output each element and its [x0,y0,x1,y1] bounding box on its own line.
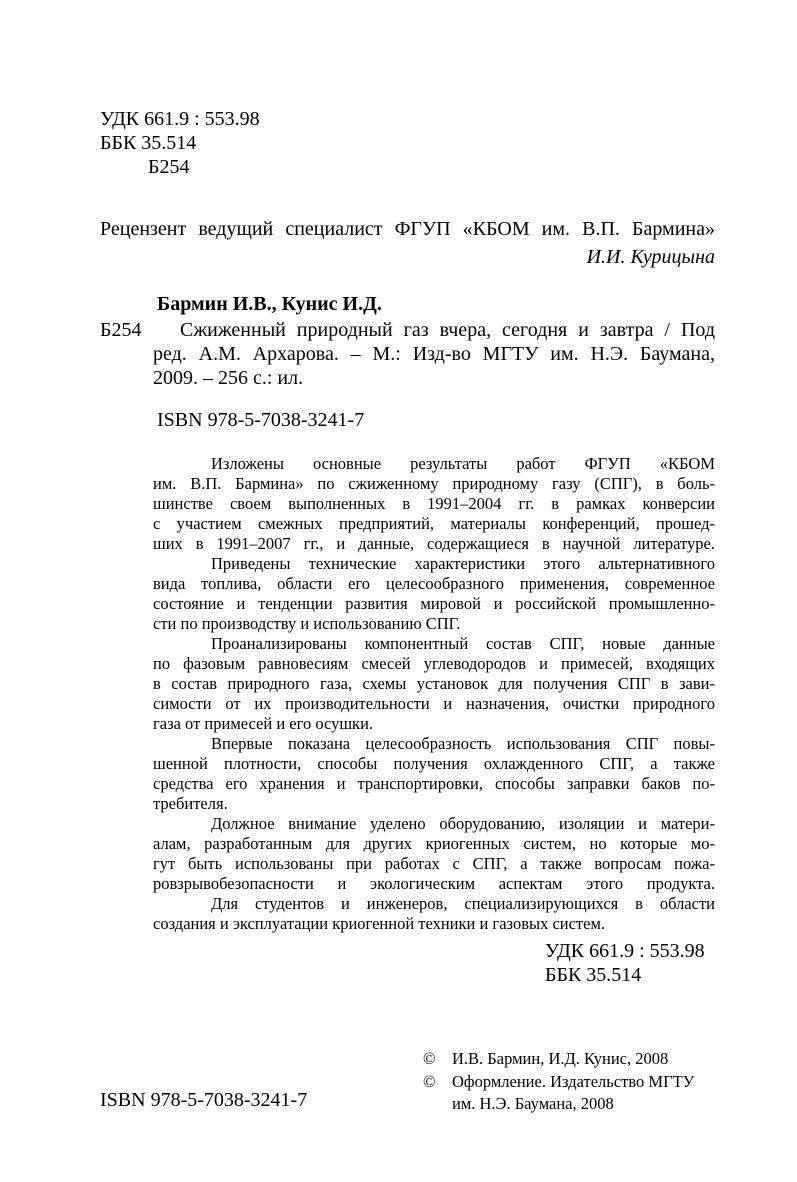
copyright-symbol-1: © [423,1049,436,1068]
isbn-footer: ISBN 978-5-7038-3241-7 [100,1089,308,1111]
abstract-line: шинстве своем выполненных в 1991–2004 гг. в рамках конверсии [153,494,715,513]
abstract-line: ших в 1991–2007 гг., и данные, содержащиеся в научной литературе. [153,534,715,553]
abstract-line: Приведены технические характеристики этого альтернативного [211,554,715,573]
bbk-code-top: ББК 35.514 [100,132,197,154]
abstract-line: создания и эксплуатации криогенной техники и газовых систем. [153,914,606,933]
abstract-line: симости от их производительности и назначения, очистки природного [153,694,715,713]
abstract-line: Для студентов и инженеров, специализирующихся в области [211,894,715,913]
isbn-record: ISBN 978-5-7038-3241-7 [157,409,365,431]
abstract-line: им. В.П. Бармина» по сжиженному природному газу (СПГ), в боль- [153,474,715,493]
abstract-line: сти по производству и использованию СПГ. [153,614,461,633]
copyright-authors: И.В. Бармин, И.Д. Кунис, 2008 [452,1049,669,1068]
author-sign: Б254 [100,319,142,341]
copyright-publisher-2: им. Н.Э. Баумана, 2008 [452,1094,614,1113]
title-line-3: 2009. – 256 с.: ил. [153,367,304,389]
abstract-line: алам, разработанным для других криогенных систем, но которые мо- [153,834,715,853]
abstract-line: Проанализированы компонентный состав СПГ, новые данные [211,634,715,653]
abstract-line: требителя. [153,794,228,813]
abstract-line: средства его хранения и транспортировки, способы заправки баков по- [153,774,715,793]
abstract-line: ровзрывобезопасности и экологическим аспектам этого продукта. [153,874,715,893]
abstract-line: по фазовым равновесиям смесей углеводородов и примесей, входящих [153,654,715,673]
abstract-line: Изложены основные результаты работ ФГУП «КБОМ [211,454,715,473]
copyright-publisher: Оформление. Издательство МГТУ [452,1072,695,1091]
reviewer-block [100,218,715,268]
abstract-line: шенной плотности, способы получения охлажденного СПГ, а также [153,754,715,773]
title-line-1: Сжиженный природный газ вчера, сегодня и завтра / Под [180,319,715,341]
title-line-2: ред. А.М. Архарова. – М.: Изд-во МГТУ им. Н.Э. Баумана, [153,343,715,365]
abstract-line: в состав природного газа, схемы установок для получения СПГ в зави- [153,674,715,693]
abstract-line: вида топлива, области его целесообразного применения, современное [153,574,715,593]
authors-heading: Бармин И.В., Кунис И.Д. [157,293,382,315]
abstract-line: Впервые показана целесообразность использования СПГ повы- [211,734,715,753]
udk-code-bottom: УДК 661.9 : 553.98 [545,940,705,962]
reviewer-line: Рецензент ведущий специалист ФГУП «КБОМ им. В.П. Бармина» [100,218,715,240]
abstract [153,454,715,934]
reviewer-name: И.И. Курицына [586,246,715,268]
abstract-line: с участием смежных предприятий, материалы конференций, прошед- [153,514,715,533]
abstract-line: гут быть использованы при работах с СПГ, а также вопросам пожа- [153,854,715,873]
copyright-symbol-2: © [423,1072,436,1091]
author-sign-top: Б254 [148,156,190,178]
abstract-line: газа от примесей и его осушки. [153,714,374,733]
abstract-line: Должное внимание уделено оборудованию, изоляции и матери- [211,814,715,833]
udk-code-top: УДК 661.9 : 553.98 [100,108,260,130]
abstract-line: состояние и тенденции развития мировой и российской промышленно- [153,594,715,613]
bbk-code-bottom: ББК 35.514 [545,964,642,986]
